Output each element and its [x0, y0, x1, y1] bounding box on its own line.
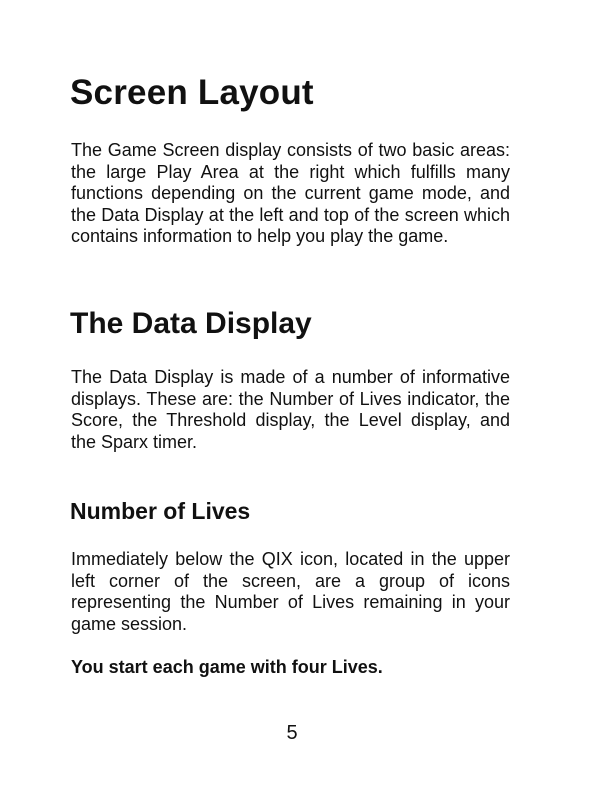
heading-data-display: The Data Display	[70, 307, 312, 340]
paragraph-screen-layout: The Game Screen display consists of two basic areas: the large Play Area at the right which fulfills many functions depending on the current game mode, and the Data Display at the left and top of the screen which contains information to help you play the game.	[71, 140, 510, 246]
paragraph-data-display: The Data Display is made of a number of informative displays. These are: the Number of Lives indicator, the Score, the Threshold display, the Level display, and the Sparx timer.	[71, 367, 510, 452]
paragraph-number-of-lives: Immediately below the QIX icon, located in the upper left corner of the screen, are a group of icons representing the Number of Lives remaining in your game session.	[71, 549, 510, 634]
lives-note: You start each game with four Lives.	[71, 657, 383, 677]
page-number: 5	[286, 722, 298, 744]
heading-screen-layout: Screen Layout	[70, 73, 314, 112]
heading-number-of-lives: Number of Lives	[70, 498, 251, 524]
